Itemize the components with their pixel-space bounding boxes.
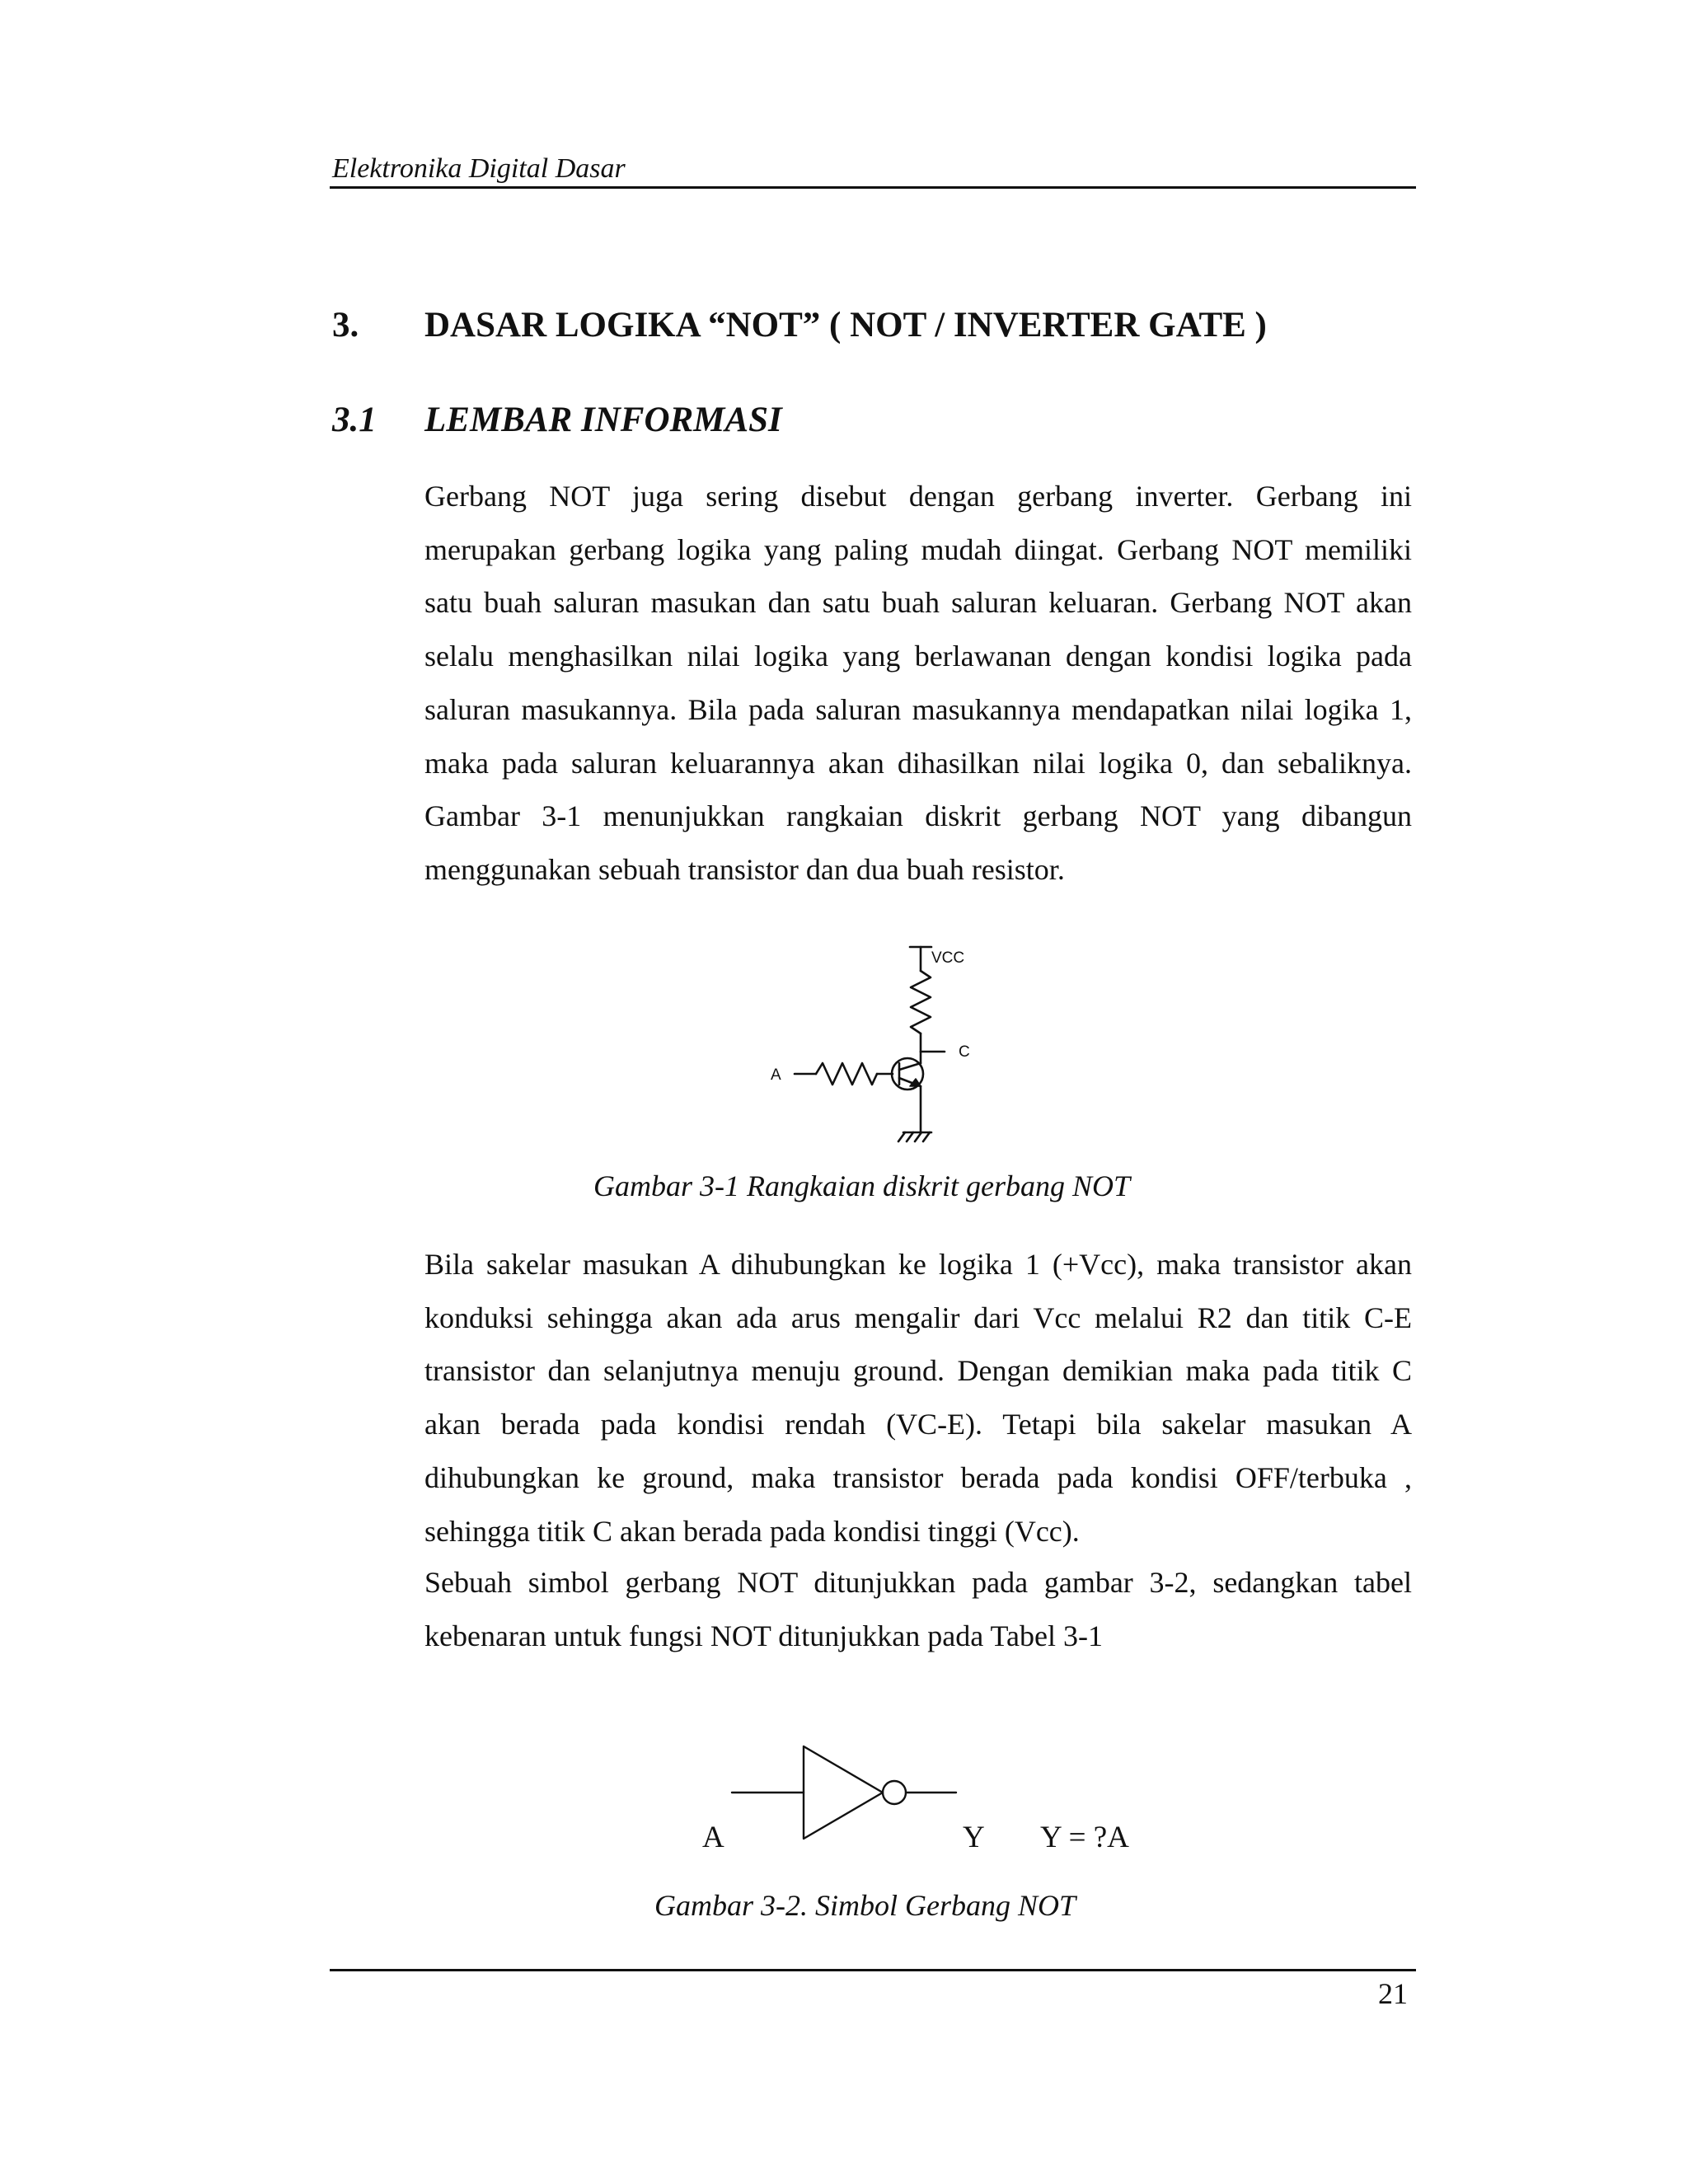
section-title: LEMBAR INFORMASI	[424, 401, 782, 439]
ground-hatch-3	[915, 1132, 921, 1141]
base-resistor	[816, 1063, 877, 1085]
running-head: Elektronika Digital Dasar	[332, 153, 626, 184]
intro-paragraph-text: Gerbang NOT juga sering disebut dengan gerbang inverter. Gerbang ini merupakan gerbang logika yang paling mudah diingat. Gerbang NOT memiliki satu buah saluran masukan dan satu buah saluran keluaran. Gerbang NOT akan selalu menghasilkan nilai logika yang berlawanan dengan kondisi logika pada saluran masukannya. Bila pada saluran masukannya mendapatkan nilai logika 1, maka pada saluran keluarannya akan dihasilkan nilai logika 0, dan sebaliknya. Gambar 3-1 menunjukkan rangkaian diskrit gerbang NOT yang dibangun menggunakan sebuah transistor dan dua buah resistor.	[424, 480, 1412, 886]
ground-hatch-1	[898, 1132, 905, 1141]
chapter-number: 3.	[332, 306, 359, 344]
operation-paragraph	[424, 1238, 1412, 1558]
gate-input-label: A	[702, 1821, 724, 1854]
symbol-intro-paragraph-text: Sebuah simbol gerbang NOT ditunjukkan pada gambar 3-2, sedangkan tabel kebenaran untuk fungsi NOT ditunjukkan pada Tabel 3-1	[424, 1566, 1412, 1652]
transistor-collector-lead	[899, 1063, 921, 1070]
transistor-circuit-diagram	[795, 947, 945, 1141]
figure-2-caption: Gambar 3-2. Simbol Gerbang NOT	[654, 1889, 1076, 1922]
gate-output-label: Y	[963, 1821, 985, 1854]
collector-resistor	[911, 971, 931, 1033]
footer-rule	[330, 1969, 1416, 1971]
label-c: C	[959, 1043, 970, 1061]
ground-hatch-4	[923, 1132, 930, 1141]
gate-triangle	[804, 1746, 883, 1839]
page-number: 21	[1378, 1977, 1408, 2010]
label-vcc: VCC	[931, 949, 965, 967]
figure-1-caption: Gambar 3-1 Rangkaian diskrit gerbang NOT	[593, 1169, 1130, 1202]
inversion-bubble	[883, 1781, 906, 1804]
ground-hatch-2	[907, 1132, 913, 1141]
not-gate-symbol	[732, 1746, 956, 1839]
chapter-title: DASAR LOGIKA “NOT” ( NOT / INVERTER GATE )	[424, 306, 1267, 344]
symbol-intro-paragraph	[424, 1556, 1412, 1662]
label-a: A	[771, 1066, 781, 1084]
operation-paragraph-text: Bila sakelar masukan A dihubungkan ke logika 1 (+Vcc), maka transistor akan konduksi sehingga akan ada arus mengalir dari Vcc melalui R2 dan titik C-E transistor dan selanjutnya menuju ground. Dengan demikian maka pada titik C akan berada pada kondisi rendah (VC-E). Tetapi bila sakelar masukan A dihubungkan ke ground, maka transistor berada pada kondisi OFF/terbuka , sehingga titik C akan berada pada kondisi tinggi (Vcc).	[424, 1248, 1412, 1548]
section-number: 3.1	[332, 401, 377, 439]
gate-equation: Y = ?A	[1040, 1821, 1129, 1854]
